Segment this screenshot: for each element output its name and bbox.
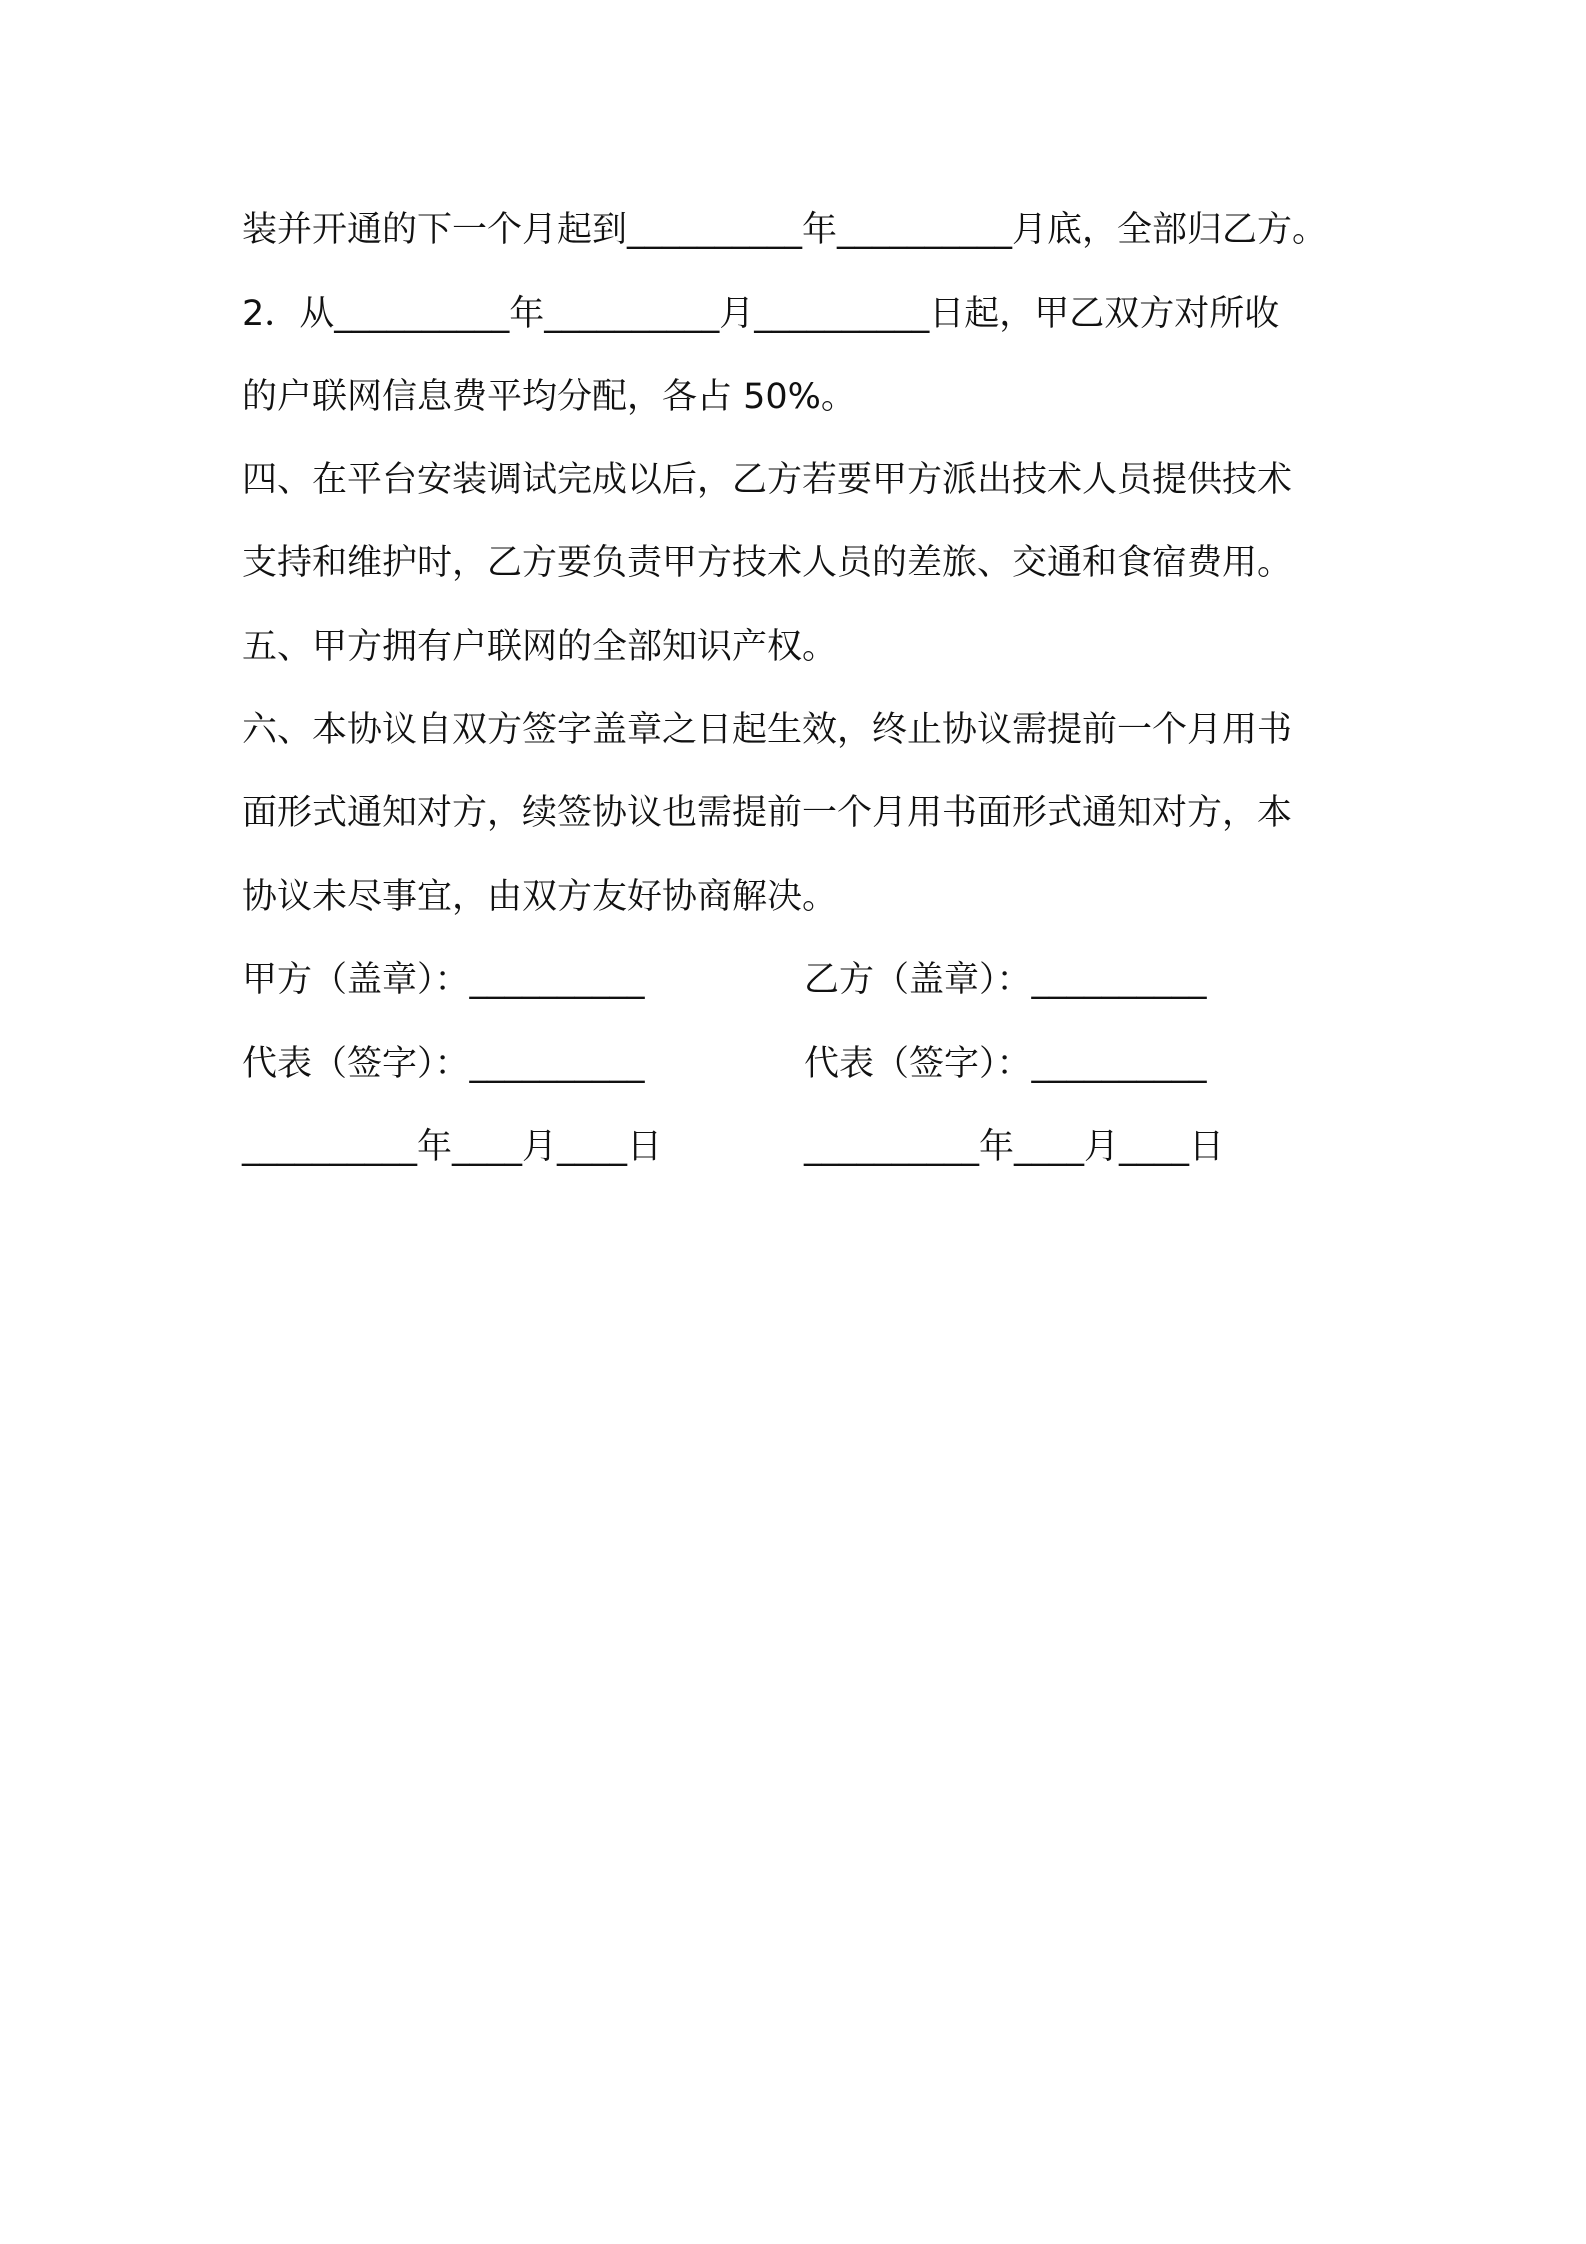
party-b-date-line: __________年____月____日 <box>804 1127 1225 1167</box>
paragraph-line: 2．从__________年__________月__________日起，甲乙双方对所收 <box>242 294 1280 334</box>
party-a-seal-line: 甲方（盖章）：__________ <box>242 960 645 1000</box>
paragraph-line: 四、在平台安装调试完成以后，乙方若要甲方派出技术人员提供技术 <box>242 460 1293 500</box>
paragraph-line: 六、本协议自双方签字盖章之日起生效，终止协议需提前一个月用书 <box>242 710 1293 750</box>
paragraph-line: 的户联网信息费平均分配，各占 50%。 <box>242 377 856 417</box>
paragraph-line: 协议未尽事宜，由双方友好协商解决。 <box>242 877 838 917</box>
paragraph-line: 装并开通的下一个月起到__________年__________月底，全部归乙方。 <box>242 210 1328 250</box>
paragraph-line: 面形式通知对方，续签协议也需提前一个月用书面形式通知对方，本 <box>242 793 1293 833</box>
party-a-representative-line: 代表（签字）：__________ <box>242 1044 645 1084</box>
party-a-date-line: __________年____月____日 <box>242 1127 663 1167</box>
party-b-representative-line: 代表（签字）：__________ <box>804 1044 1207 1084</box>
party-b-seal-line: 乙方（盖章）：__________ <box>804 960 1207 1000</box>
paragraph-line: 五、甲方拥有户联网的全部知识产权。 <box>242 627 838 667</box>
paragraph-line: 支持和维护时，乙方要负责甲方技术人员的差旅、交通和食宿费用。 <box>242 543 1293 583</box>
